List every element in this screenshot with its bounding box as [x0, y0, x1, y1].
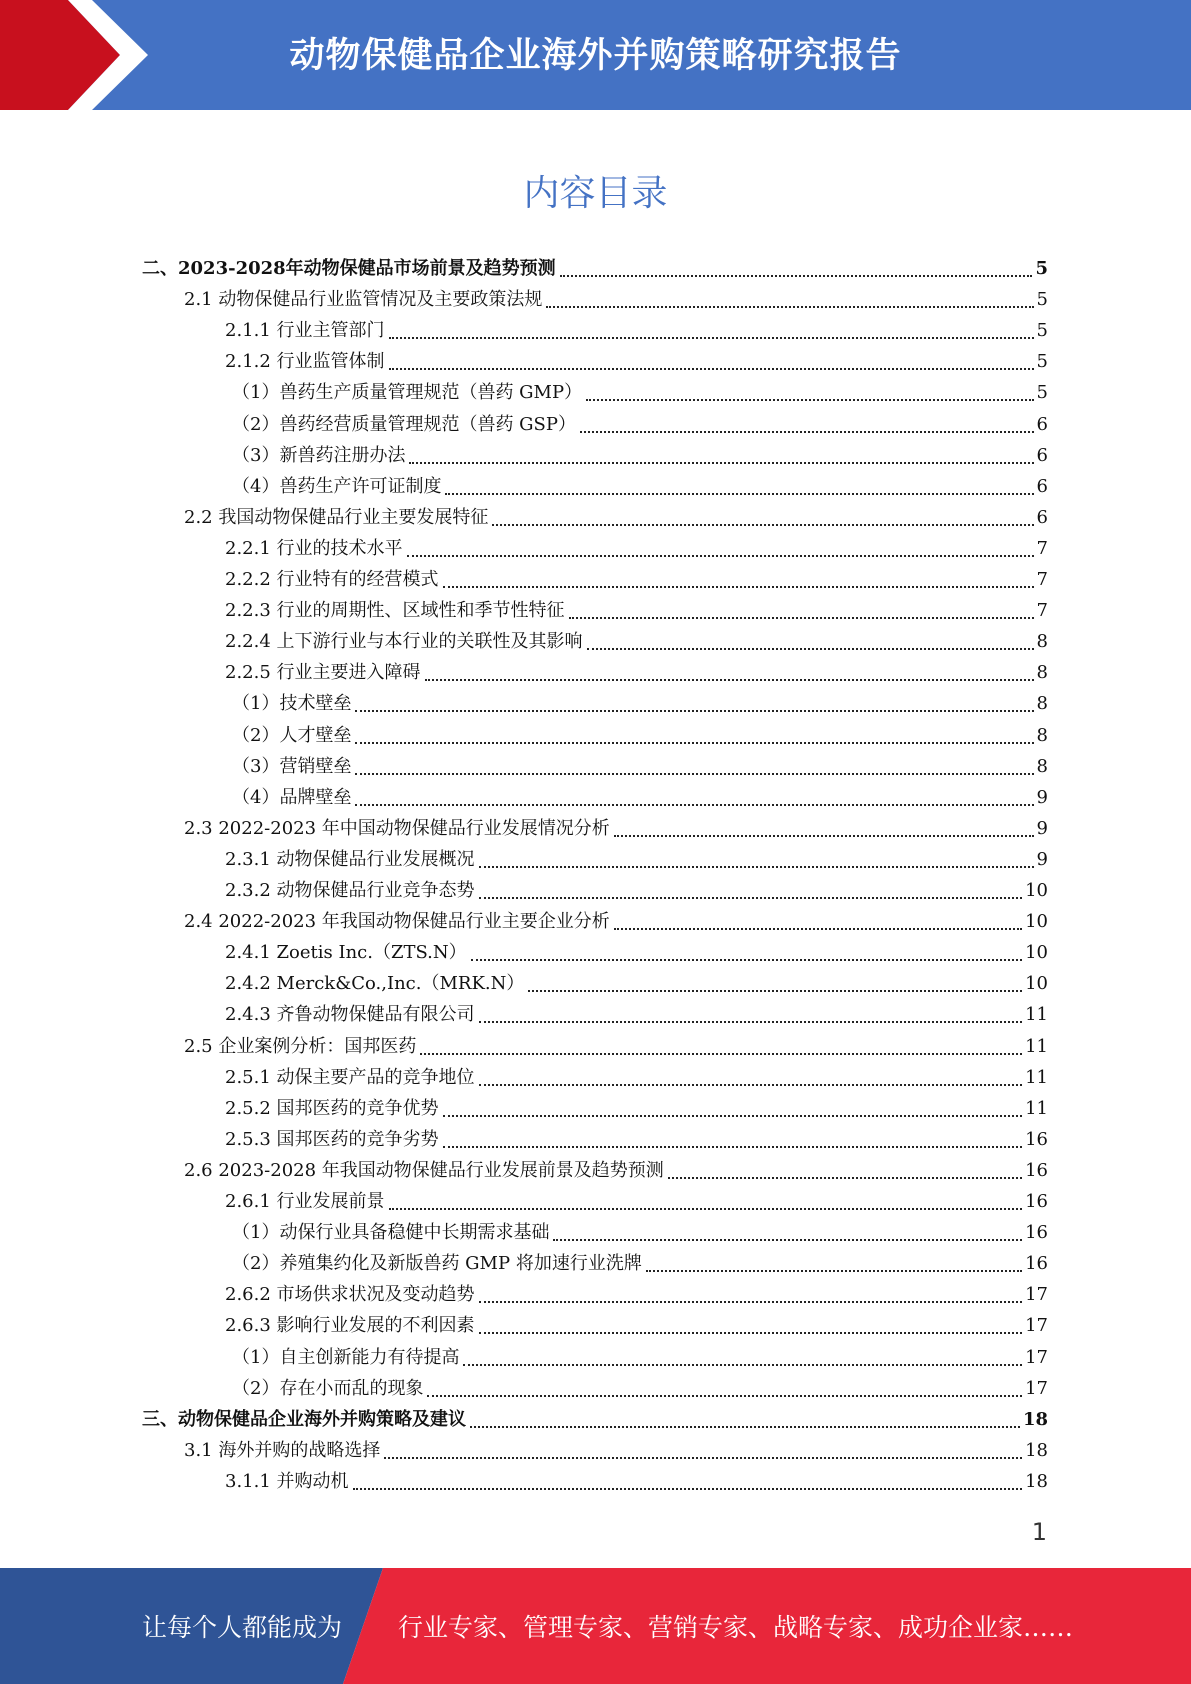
toc-entry[interactable] — [232, 1373, 1048, 1404]
toc-entry[interactable] — [225, 564, 1048, 595]
toc-entry-label: 2.5.3 国邦医药的竞争劣势 — [225, 1129, 439, 1150]
toc-leader-dots — [420, 1052, 1022, 1055]
toc-entry-label: 2.4 2022-2023 年我国动物保健品行业主要企业分析 — [184, 911, 610, 932]
toc-leader-dots — [553, 1238, 1022, 1241]
toc-entry-page: 10 — [1025, 880, 1048, 901]
toc-entry[interactable] — [225, 1124, 1048, 1155]
toc-leader-dots — [353, 1487, 1023, 1490]
toc-entry-label: 2.2.3 行业的周期性、区域性和季节性特征 — [225, 600, 565, 621]
toc-entry-label: 2.1 动物保健品行业监管情况及主要政策法规 — [184, 289, 543, 310]
toc-entry-label: （1）动保行业具备稳健中长期需求基础 — [232, 1222, 550, 1243]
toc-entry-page: 7 — [1036, 569, 1048, 590]
toc-leader-dots — [586, 398, 1033, 401]
toc-entry-label: （2）存在小而乱的现象 — [232, 1378, 424, 1399]
toc-entry[interactable] — [232, 751, 1048, 782]
toc-entry-label: 2.2.2 行业特有的经营模式 — [225, 569, 439, 590]
footer-banner — [0, 1568, 1191, 1684]
toc-entry-page: 9 — [1036, 787, 1048, 808]
toc-entry[interactable] — [225, 1466, 1048, 1497]
toc-entry-page: 8 — [1036, 693, 1048, 714]
toc-entry[interactable] — [225, 999, 1048, 1030]
toc-entry[interactable] — [232, 1342, 1048, 1373]
toc-leader-dots — [614, 834, 1034, 837]
toc-entry[interactable] — [232, 782, 1048, 813]
toc-entry-label: （2）养殖集约化及新版兽药 GMP 将加速行业洗牌 — [232, 1253, 642, 1274]
toc-entry-label: （3）营销壁垒 — [232, 756, 352, 777]
toc-leader-dots — [471, 958, 1022, 961]
toc-entry-label: （2）人才壁垒 — [232, 725, 352, 746]
toc-entry-page: 7 — [1036, 600, 1048, 621]
toc-heading: 内容目录 — [523, 173, 668, 214]
toc-entry[interactable] — [232, 1248, 1048, 1279]
toc-entry[interactable] — [225, 968, 1048, 999]
toc-entry[interactable] — [232, 688, 1048, 719]
toc-leader-dots — [443, 585, 1034, 588]
toc-entry-label: 2.4.1 Zoetis Inc.（ZTS.N） — [225, 942, 467, 963]
toc-leader-dots — [355, 709, 1033, 712]
toc-leader-dots — [407, 554, 1034, 557]
toc-leader-dots — [355, 741, 1033, 744]
toc-entry[interactable] — [232, 1217, 1048, 1248]
toc-leader-dots — [443, 1114, 1023, 1117]
toc-entry-page: 17 — [1025, 1378, 1048, 1399]
toc-entry-page: 5 — [1036, 351, 1048, 372]
toc-leader-dots — [470, 1425, 1020, 1428]
toc-leader-dots — [443, 1145, 1023, 1148]
toc-entry-page: 8 — [1036, 756, 1048, 777]
toc-entry[interactable] — [225, 937, 1048, 968]
toc-entry[interactable] — [184, 813, 1048, 844]
toc-entry-page: 16 — [1025, 1222, 1048, 1243]
toc-entry-label: 2.5.2 国邦医药的竞争优势 — [225, 1098, 439, 1119]
toc-leader-dots — [614, 927, 1022, 930]
toc-leader-dots — [409, 461, 1033, 464]
toc-leader-dots — [355, 803, 1033, 806]
toc-leader-dots — [479, 1300, 1023, 1303]
toc-entry-label: 三、动物保健品企业海外并购策略及建议 — [142, 1409, 466, 1430]
report-title: 动物保健品企业海外并购策略研究报告 — [289, 36, 902, 76]
toc-entry-label: 2.5.1 动保主要产品的竞争地位 — [225, 1067, 475, 1088]
toc-entry[interactable] — [184, 502, 1048, 533]
toc-entry-label: 2.3.2 动物保健品行业竞争态势 — [225, 880, 475, 901]
toc-entry-label: （1）自主创新能力有待提高 — [232, 1347, 460, 1368]
toc-entry-label: 2.1.1 行业主管部门 — [225, 320, 385, 341]
toc-entry[interactable] — [184, 906, 1048, 937]
toc-leader-dots — [492, 523, 1033, 526]
toc-entry-page: 11 — [1025, 1004, 1048, 1025]
toc-entry-label: （1）技术壁垒 — [232, 693, 352, 714]
toc-leader-dots — [479, 1331, 1023, 1334]
toc-leader-dots — [587, 647, 1034, 650]
toc-leader-dots — [580, 430, 1034, 433]
toc-leader-dots — [479, 1020, 1023, 1023]
toc-entry[interactable] — [184, 1155, 1048, 1186]
toc-entry-page: 16 — [1025, 1129, 1048, 1150]
toc-entry-label: 2.6.2 市场供求状况及变动趋势 — [225, 1284, 475, 1305]
toc-entry[interactable] — [225, 1062, 1048, 1093]
toc-entry[interactable] — [225, 1279, 1048, 1310]
toc-leader-dots — [384, 1456, 1022, 1459]
toc-entry-page: 7 — [1036, 538, 1048, 559]
toc-leader-dots — [528, 989, 1022, 992]
toc-entry-label: 2.2.4 上下游行业与本行业的关联性及其影响 — [225, 631, 583, 652]
toc-leader-dots — [427, 1394, 1022, 1397]
toc-leader-dots — [389, 367, 1034, 370]
toc-leader-dots — [389, 336, 1034, 339]
toc-entry[interactable] — [184, 1435, 1048, 1466]
toc-entry[interactable] — [225, 595, 1048, 626]
toc-entry-label: 2.2.1 行业的技术水平 — [225, 538, 403, 559]
toc-entry-label: 2.4.3 齐鲁动物保健品有限公司 — [225, 1004, 475, 1025]
toc-entry[interactable] — [184, 1031, 1048, 1062]
toc-entry[interactable] — [232, 440, 1048, 471]
toc-leader-dots — [668, 1176, 1022, 1179]
toc-leader-dots — [425, 678, 1034, 681]
toc-entry-page: 5 — [1036, 289, 1048, 310]
toc-entry[interactable] — [225, 657, 1048, 688]
toc-entry-label: 3.1 海外并购的战略选择 — [184, 1440, 381, 1461]
toc-entry-page: 8 — [1036, 631, 1048, 652]
toc-entry[interactable] — [225, 1093, 1048, 1124]
toc-entry[interactable] — [232, 471, 1048, 502]
toc-entry[interactable] — [142, 253, 1048, 284]
toc-leader-dots — [479, 896, 1023, 899]
footer-slogan-right: 行业专家、管理专家、营销专家、战略专家、成功企业家…… — [398, 1613, 1074, 1642]
page-number: 1 — [1031, 1518, 1047, 1546]
toc-entry[interactable] — [225, 1310, 1048, 1341]
toc-entry-page: 9 — [1036, 818, 1048, 839]
toc-entry[interactable] — [232, 409, 1048, 440]
toc-entry-label: （4）兽药生产许可证制度 — [232, 476, 442, 497]
toc-entry-label: （1）兽药生产质量管理规范（兽药 GMP） — [232, 382, 583, 403]
toc-entry-page: 17 — [1025, 1315, 1048, 1336]
toc-leader-dots — [479, 865, 1034, 868]
toc-entry[interactable] — [232, 377, 1048, 408]
toc-entry-page: 8 — [1036, 662, 1048, 683]
footer-slogan-left: 让每个人都能成为 — [142, 1613, 343, 1642]
toc-leader-dots — [546, 305, 1033, 308]
toc-entry-page: 6 — [1036, 476, 1048, 497]
toc-entry-page: 18 — [1025, 1440, 1048, 1461]
toc-entry-page: 9 — [1036, 849, 1048, 870]
toc-entry-page: 6 — [1036, 445, 1048, 466]
toc-entry-page: 10 — [1025, 973, 1048, 994]
toc-entry-label: 2.2.5 行业主要进入障碍 — [225, 662, 421, 683]
toc-entry-label: 2.2 我国动物保健品行业主要发展特征 — [184, 507, 489, 528]
toc-entry[interactable] — [225, 1186, 1048, 1217]
toc-entry-page: 10 — [1025, 911, 1048, 932]
toc-leader-dots — [479, 1083, 1023, 1086]
toc-entry-page: 16 — [1025, 1191, 1048, 1212]
toc-entry-label: 2.3.1 动物保健品行业发展概况 — [225, 849, 475, 870]
toc-entry-page: 17 — [1025, 1284, 1048, 1305]
toc-entry-page: 16 — [1025, 1160, 1048, 1181]
toc-entry-page: 5 — [1036, 320, 1048, 341]
toc-entry[interactable] — [225, 875, 1048, 906]
toc-entry-page: 5 — [1036, 382, 1048, 403]
toc-leader-dots — [569, 616, 1034, 619]
toc-entry-page: 6 — [1036, 507, 1048, 528]
toc-entry[interactable] — [225, 533, 1048, 564]
toc-entry-label: 2.3 2022-2023 年中国动物保健品行业发展情况分析 — [184, 818, 610, 839]
toc-entry[interactable] — [142, 1404, 1048, 1435]
toc-entry-label: 3.1.1 并购动机 — [225, 1471, 349, 1492]
toc-entry[interactable] — [184, 284, 1048, 315]
toc-entry-page: 5 — [1035, 258, 1048, 279]
toc-entry[interactable] — [225, 346, 1048, 377]
toc-leader-dots — [646, 1269, 1022, 1272]
toc-entry-label: 2.1.2 行业监管体制 — [225, 351, 385, 372]
toc-entry-label: 2.4.2 Merck&Co.,Inc.（MRK.N） — [225, 973, 525, 994]
toc-entry[interactable] — [225, 315, 1048, 346]
toc-entry-label: 2.6.1 行业发展前景 — [225, 1191, 385, 1212]
toc-entry[interactable] — [225, 626, 1048, 657]
toc-entry-page: 18 — [1022, 1409, 1048, 1430]
toc-entry-page: 18 — [1025, 1471, 1048, 1492]
toc-entry-page: 8 — [1036, 725, 1048, 746]
toc-entry-label: （4）品牌壁垒 — [232, 787, 352, 808]
report-header — [0, 0, 1191, 110]
toc-entry-label: 2.6.3 影响行业发展的不利因素 — [225, 1315, 475, 1336]
toc-entry-page: 16 — [1025, 1253, 1048, 1274]
toc-entry-label: 2.5 企业案例分析：国邦医药 — [184, 1036, 417, 1057]
toc-entry[interactable] — [225, 844, 1048, 875]
toc-entry-page: 10 — [1025, 942, 1048, 963]
toc-entry-label: 二、2023-2028年动物保健品市场前景及趋势预测 — [142, 258, 556, 279]
toc-leader-dots — [463, 1363, 1022, 1366]
toc-leader-dots — [355, 772, 1033, 775]
toc-entry-page: 11 — [1025, 1098, 1048, 1119]
toc-entry-page: 6 — [1036, 414, 1048, 435]
toc-entry-label: （3）新兽药注册办法 — [232, 445, 406, 466]
toc-entry-page: 11 — [1025, 1036, 1048, 1057]
toc-entry[interactable] — [232, 720, 1048, 751]
toc-entry-page: 11 — [1025, 1067, 1048, 1088]
toc-leader-dots — [560, 274, 1033, 277]
toc-entry-label: 2.6 2023-2028 年我国动物保健品行业发展前景及趋势预测 — [184, 1160, 664, 1181]
toc-entry-label: （2）兽药经营质量管理规范（兽药 GSP） — [232, 414, 576, 435]
toc-entry-page: 17 — [1025, 1347, 1048, 1368]
toc-leader-dots — [389, 1207, 1023, 1210]
toc-leader-dots — [445, 492, 1033, 495]
